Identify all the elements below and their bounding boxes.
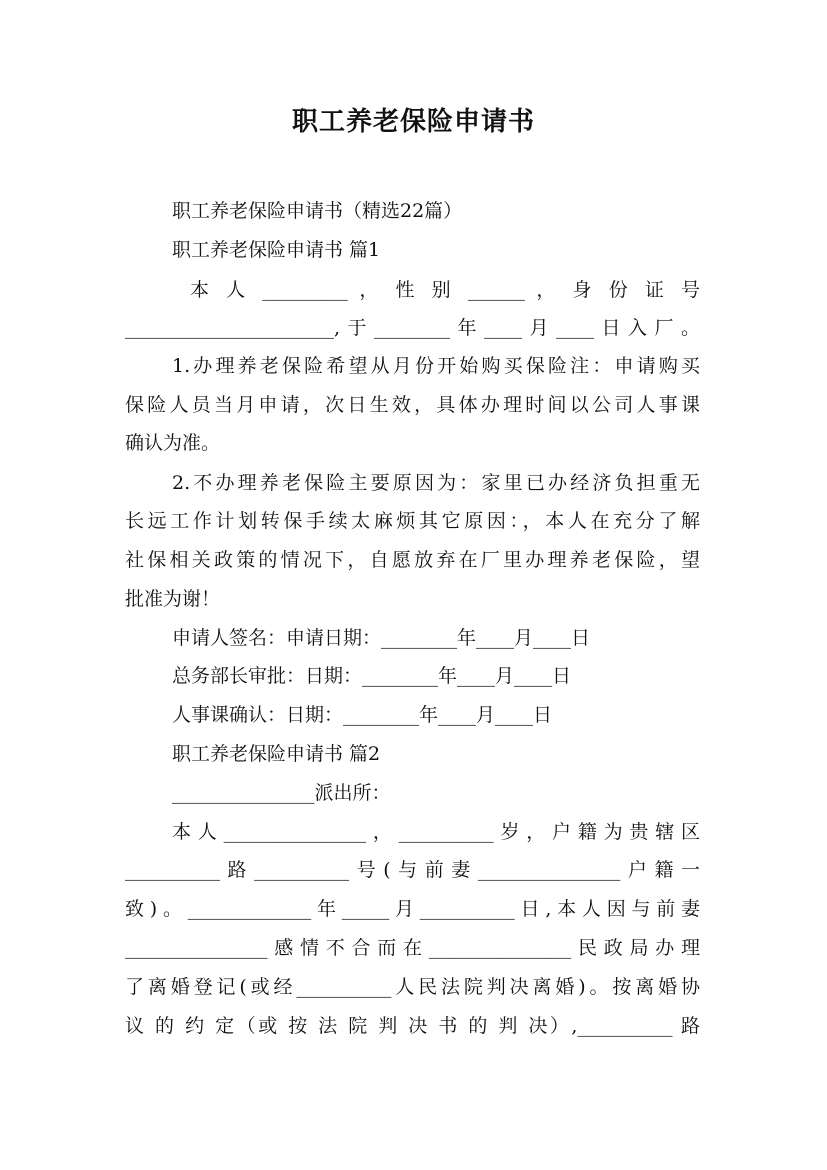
signature-line: 申请人签名：申请日期：________年____月____日: [172, 627, 591, 649]
body-line: 1.办理养老保险希望从月份开始购买保险注：申请购买: [172, 355, 700, 377]
body-line: 社保相关政策的情况下，自愿放弃在厂里办理养老保险，望: [125, 549, 700, 571]
body-line: _______________派出所：: [172, 782, 391, 804]
section-heading-2: 职工养老保险申请书 篇2: [172, 743, 381, 765]
body-line: _______________感情不合而在_______________民政局办理: [125, 937, 700, 959]
confirm-line: 人事课确认：日期：________年____月____日: [172, 704, 553, 726]
section-heading-1: 职工养老保险申请书 篇1: [172, 239, 381, 261]
body-line: 批准为谢！: [125, 588, 221, 610]
body-line: 议 的 约 定（或 按 法 院 判 决 书 的 判 决）,__________ 路: [125, 1015, 700, 1037]
body-line: 本 人 _________ ， 性 别 ______ ， 身 份 证 号: [190, 279, 700, 301]
body-line: ______________________,于________年____月____日入厂。: [125, 317, 700, 339]
subtitle-line: 职工养老保险申请书（精选22篇）: [172, 200, 463, 222]
body-line: 致)。_____________年_____月__________日,本人因与前妻: [125, 898, 700, 920]
body-line: 2.不办理养老保险主要原因为：家里已办经济负担重无: [172, 472, 700, 494]
approval-line: 总务部长审批：日期：________年____月____日: [172, 665, 572, 687]
body-line: 长远工作计划转保手续太麻烦其它原因：，本人在充分了解: [125, 510, 700, 532]
body-line: __________路__________号(与前妻_______________户籍一: [125, 859, 700, 881]
body-line: 本人_______________，__________岁，户籍为贵辖区: [172, 821, 700, 843]
body-line: 保险人员当月申请，次日生效，具体办理时间以公司人事课: [125, 394, 700, 416]
document-title: 职工养老保险申请书: [291, 107, 535, 137]
body-line: 确认为准。: [125, 432, 221, 454]
body-line: 了离婚登记(或经__________人民法院判决离婚)。按离婚协: [125, 976, 700, 998]
